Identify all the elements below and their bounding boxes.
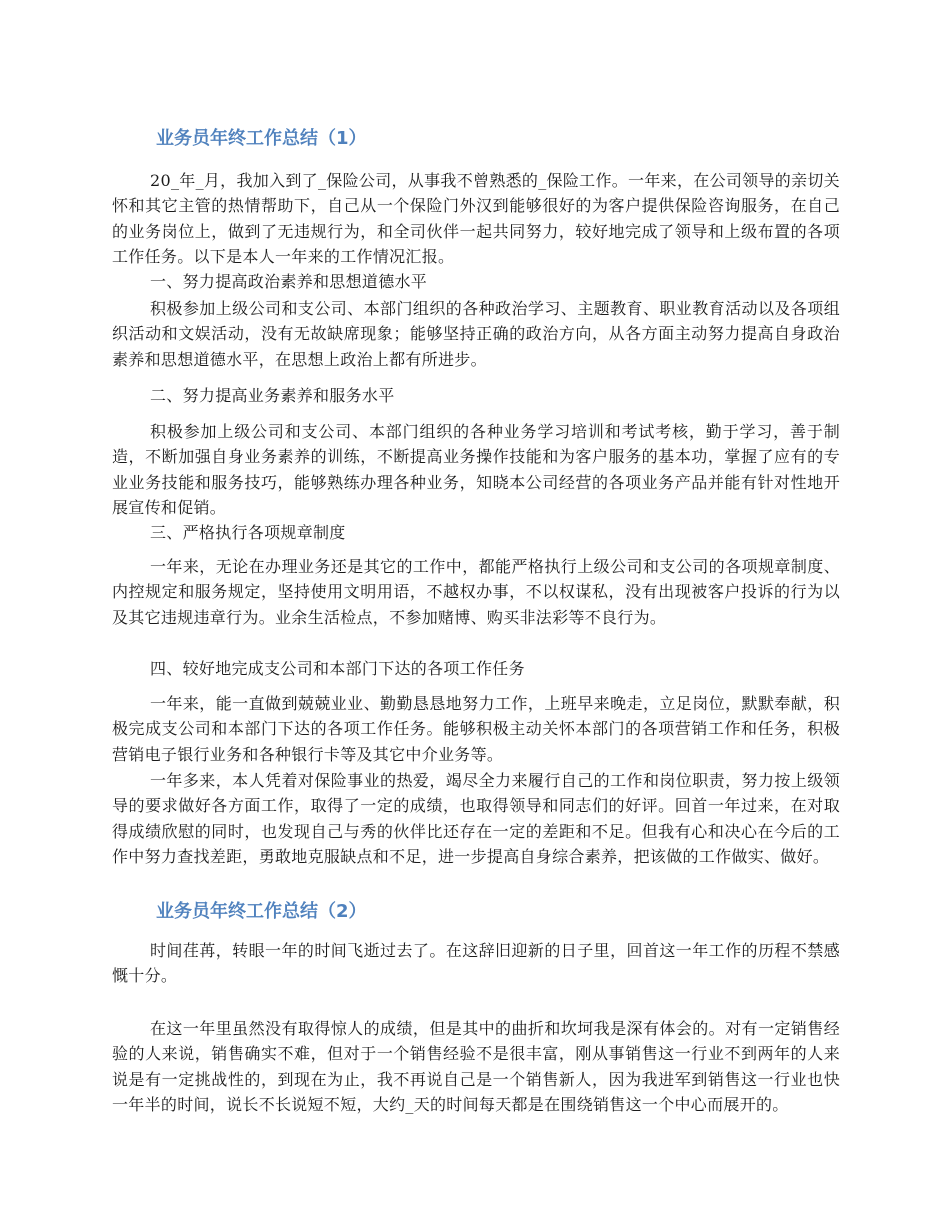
section2-paragraph-2: 在这一年里虽然没有取得惊人的成绩，但是其中的曲折和坎坷我是深有体会的。对有一定销售经验的人来说，销售确实不难，但对于一个销售经验不是很丰富，刚从事销售这一行业不到两年的人来说是有一定挑战性的，到现在为止，我不再说自己是一个销售新人，因为我进军到销售这一行业也快一年半的时间，说长不长说短不短，大约_天的时间每天都是在围绕销售这一个中心而展开的。	[112, 1019, 840, 1115]
section1-heading-1: 一、努力提高政治素养和思想道德水平	[150, 272, 428, 291]
section1-paragraph-2: 积极参加上级公司和支公司、本部门组织的各种业务学习培训和考试考核，勤于学习，善于制造，不断加强自身业务素养的训练，不断提高业务操作技能和为客户服务的基本功，掌握了应有的专业业务技能和服务技巧，能够熟练办理各种业务，知晓本公司经营的各项业务产品并能有针对性地开展宣传和促销。	[112, 422, 840, 518]
section1-heading-2: 二、努力提高业务素养和服务水平	[150, 386, 395, 405]
section1-heading-3: 三、严格执行各项规章制度	[150, 523, 346, 542]
section2-title: 业务员年终工作总结（2）	[156, 901, 367, 922]
section1-paragraph-1: 积极参加上级公司和支公司、本部门组织的各种政治学习、主题教育、职业教育活动以及各项组织活动和文娱活动，没有无故缺席现象；能够坚持正确的政治方向，从各方面主动努力提高自身政治素养和思想道德水平，在思想上政治上都有所进步。	[112, 299, 840, 369]
section1-paragraph-5: 一年多来，本人凭着对保险事业的热爱，竭尽全力来履行自己的工作和岗位职责，努力按上级领导的要求做好各方面工作，取得了一定的成绩，也取得领导和同志们的好评。回首一年过来，在对取得成绩欣慰的同时，也发现自己与秀的伙伴比还存在一定的差距和不足。但我有心和决心在今后的工作中努力查找差距，勇敢地克服缺点和不足，进一步提高自身综合素养，把该做的工作做实、做好。	[112, 771, 840, 867]
section1-paragraph-3: 一年来，无论在办理业务还是其它的工作中，都能严格执行上级公司和支公司的各项规章制度、内控规定和服务规定，坚持使用文明用语，不越权办事，不以权谋私，没有出现被客户投诉的行为以及其它违规违章行为。业余生活检点，不参加赌博、购买非法彩等不良行为。	[112, 557, 840, 627]
section1-heading-4: 四、较好地完成支公司和本部门下达的各项工作任务	[150, 659, 525, 678]
section1-paragraph-4: 一年来，能一直做到兢兢业业、勤勤恳恳地努力工作，上班早来晚走，立足岗位，默默奉献，积极完成支公司和本部门下达的各项工作任务。能够积极主动关怀本部门的各项营销工作和任务，积极营销电子银行业务和各种银行卡等及其它中介业务等。	[112, 694, 840, 764]
section1-title: 业务员年终工作总结（1）	[156, 128, 367, 149]
section1-intro: 20_年_月，我加入到了_保险公司，从事我不曾熟悉的_保险工作。一年来，在公司领导的亲切关怀和其它主管的热情帮助下，自己从一个保险门外汉到能够很好的为客户提供保险咨询服务，在自己的业务岗位上，做到了无违规行为，和全司伙伴一起共同努力，较好地完成了领导和上级布置的各项工作任务。以下是本人一年来的工作情况汇报。	[112, 171, 840, 267]
section2-paragraph-1: 时间荏苒，转眼一年的时间飞逝过去了。在这辞旧迎新的日子里，回首这一年工作的历程不禁感慨十分。	[112, 941, 840, 986]
